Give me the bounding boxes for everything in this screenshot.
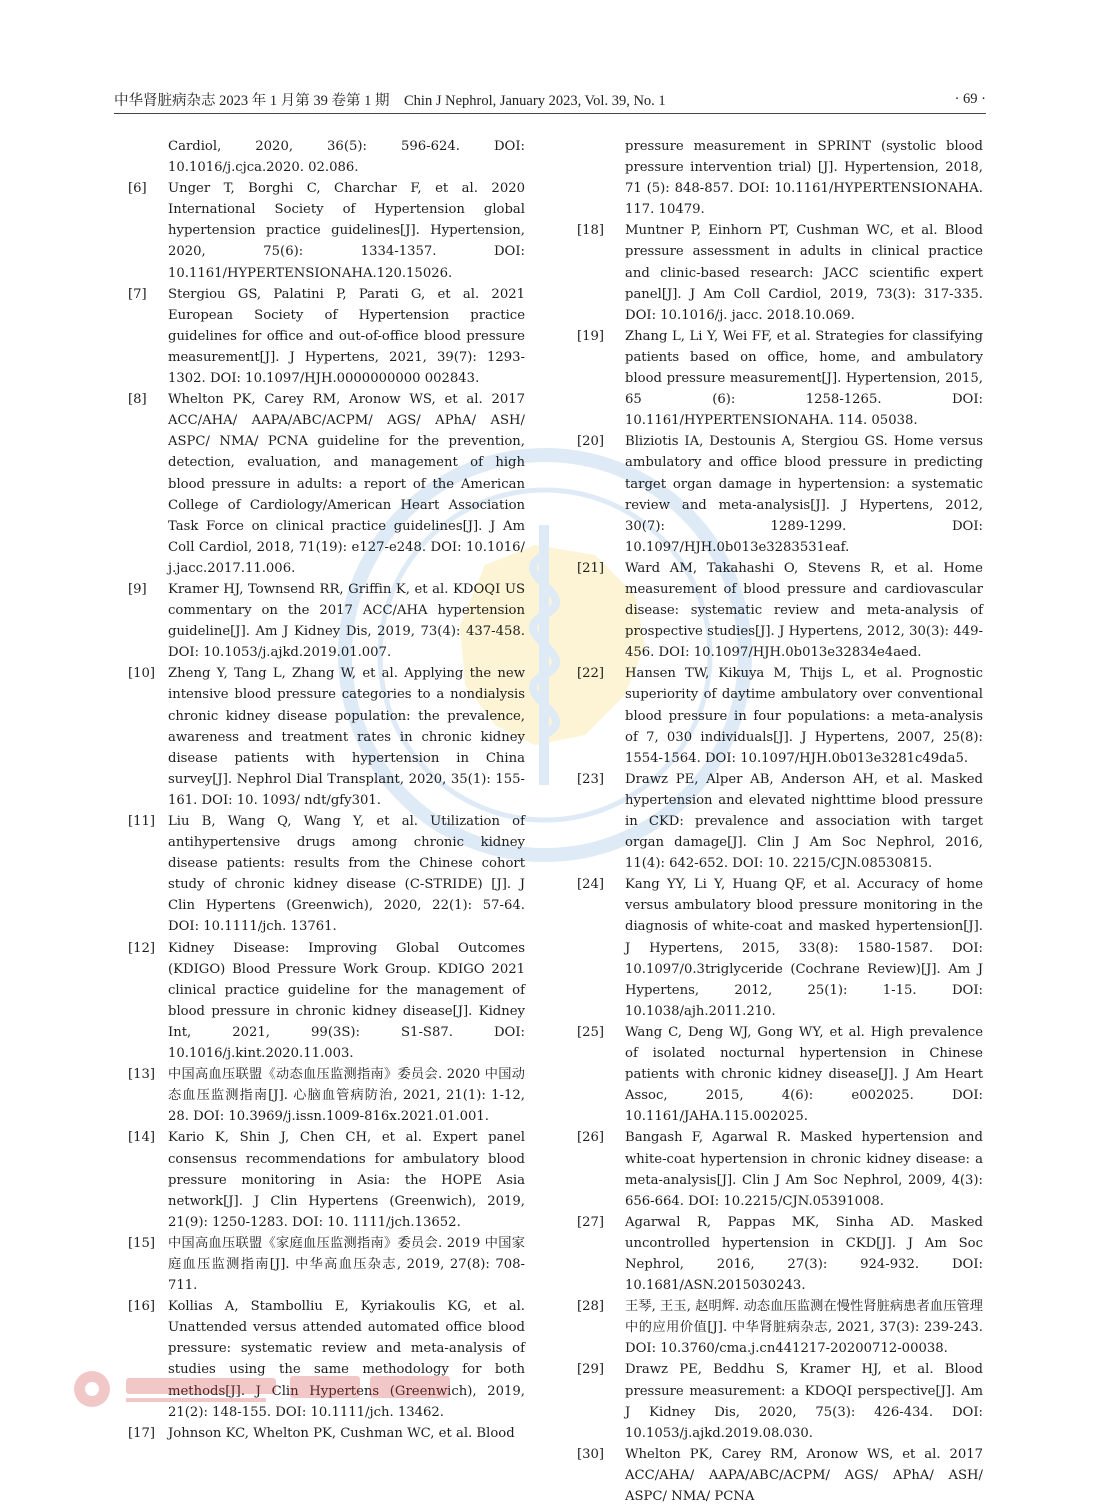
reference-text: Kramer HJ, Townsend RR, Griffin K, et al. KDOQI US commentary on the 2017 ACC/AHA hypertension guideline[J]. Am J Kidney Dis, 2019, 73(4): 437-458. DOI: 10.1053/j.ajkd.2019.01.007.	[168, 581, 525, 661]
reference-item	[120, 1127, 525, 1232]
reference-item	[120, 1064, 525, 1127]
right-column	[577, 136, 983, 1507]
reference-text: Stergiou GS, Palatini P, Parati G, et al. 2021 European Society of Hypertension practice guidelines for office and out-of-office blood pressure measurement[J]. J Hypertens, 2021, 39(7): 1293-1302. DOI: 10.1097/HJH.0000000000 002843.	[168, 286, 525, 387]
reference-number: [9]	[128, 581, 147, 597]
reference-text: Zheng Y, Tang L, Zhang W, et al. Applying the new intensive blood pressure categories to a nondialysis chronic kidney disease population: the prevalence, awareness and treatment rates in chronic kidney disease patients with hypertension in China survey[J]. Nephrol Dial Transplant, 2020, 35(1): 155-161. DOI: 10. 1093/ ndt/gfy301.	[168, 666, 525, 808]
reference-item	[577, 431, 983, 558]
reference-number: [16]	[128, 1299, 156, 1315]
reference-number: [26]	[577, 1130, 605, 1146]
reference-text: Whelton PK, Carey RM, Aronow WS, et al. 2017 ACC/AHA/ AAPA/ABC/ACPM/ AGS/ APhA/ ASH/ ASPC/ NMA/ PCNA guideline for the prevention, detection, evaluation, and management of high blood pressure in adults: a report of the American College of Cardiology/American Heart Association Task Force on clinical practice guidelines[J]. J Am Coll Cardiol, 2018, 71(19): e127-e248. DOI: 10.1016/ j.jacc.2017.11.006.	[168, 392, 525, 576]
reference-item	[120, 1423, 525, 1444]
reference-item	[577, 874, 983, 1022]
reference-number: [19]	[577, 328, 605, 344]
reference-text: Muntner P, Einhorn PT, Cushman WC, et al. Blood pressure assessment in adults in clinical practice and clinic-based research: JACC scientific expert panel[J]. J Am Coll Cardiol, 2019, 73(3): 317-335. DOI: 10.1016/j. jacc. 2018.10.069.	[625, 223, 983, 323]
reference-item	[577, 1359, 983, 1443]
reference-text: Ward AM, Takahashi O, Stevens R, et al. Home measurement of blood pressure and cardiovascular disease: systematic review and meta-analysis of prospective studies[J]. J Hypertens, 2012, 30(3): 449-456. DOI: 10.1097/HJH.0b013e32834e4aed.	[625, 560, 983, 661]
reference-text: Whelton PK, Carey RM, Aronow WS, et al. 2017 ACC/AHA/ AAPA/ABC/ACPM/ AGS/ APhA/ ASH/ ASPC/ NMA/ PCNA	[625, 1446, 983, 1504]
reference-item	[120, 284, 525, 389]
reference-text: 中国高血压联盟《动态血压监测指南》委员会. 2020 中国动态血压监测指南[J]. 心脑血管病防治, 2021, 21(1): 1-12, 28. DOI: 10.3969/j.issn.1009-816x.2021.01.001.	[168, 1067, 525, 1125]
reference-item	[577, 1212, 983, 1296]
reference-number: [27]	[577, 1214, 605, 1230]
reference-item	[120, 389, 525, 579]
reference-continuation: Cardiol, 2020, 36(5): 596-624. DOI: 10.1016/j.cjca.2020. 02.086.	[168, 139, 525, 176]
reference-number: [24]	[577, 877, 605, 893]
reference-item	[120, 178, 525, 283]
reference-item	[577, 1022, 983, 1127]
reference-text: Bangash F, Agarwal R. Masked hypertension and white-coat hypertension in chronic kidney disease: a meta-analysis[J]. Clin J Am Soc Nephrol, 2009, 4(3): 656-664. DOI: 10.2215/CJN.05391008.	[625, 1130, 983, 1209]
reference-text: Agarwal R, Pappas MK, Sinha AD. Masked uncontrolled hypertension in CKD[J]. J Am Soc Nephrol, 2016, 27(3): 924-932. DOI: 10.1681/ASN.2015030243.	[625, 1214, 983, 1294]
reference-number: [6]	[128, 181, 147, 197]
reference-text: Kollias A, Stambolliu E, Kyriakoulis KG, et al. Unattended versus attended automated office blood pressure: systematic review and meta-analysis of studies using the same methodology for both methods[J]. J Clin Hypertens (Greenwich), 2019, 21(2): 148-155. DOI: 10.1111/jch. 13462.	[168, 1299, 525, 1420]
reference-item	[577, 220, 983, 325]
reference-item	[577, 326, 983, 431]
reference-number: [7]	[128, 286, 147, 302]
reference-text: Kang YY, Li Y, Huang QF, et al. Accuracy of home versus ambulatory blood pressure monitoring in the diagnosis of white-coat and masked hypertension[J]. J Hypertens, 2015, 33(8): 1580-1587. DOI: 10.1097/0.3triglyceride (Cochrane Review)[J]. Am J Hypertens, 2012, 25(1): 1-15. DOI: 10.1038/ajh.2011.210.	[625, 877, 983, 1019]
reference-item	[577, 1127, 983, 1211]
reference-number: [21]	[577, 560, 605, 576]
journal-line: 中华肾脏病杂志 2023 年 1 月第 39 卷第 1 期 Chin J Nephrol, January 2023, Vol. 39, No. 1	[114, 92, 666, 109]
reference-number: [13]	[128, 1067, 156, 1083]
reference-number: [28]	[577, 1299, 605, 1315]
reference-number: [12]	[128, 940, 156, 956]
reference-number: [29]	[577, 1362, 605, 1378]
left-column	[120, 136, 525, 1444]
reference-item	[577, 663, 983, 768]
reference-text: Wang C, Deng WJ, Gong WY, et al. High prevalence of isolated nocturnal hypertension in Chinese patients with chronic kidney disease[J]. J Am Heart Assoc, 2015, 4(6): e002025. DOI: 10.1161/JAHA.115.002025.	[625, 1024, 983, 1125]
page-number: · 69 ·	[954, 90, 986, 107]
reference-number: [20]	[577, 434, 605, 450]
reference-item	[577, 558, 983, 663]
reference-item	[120, 1296, 525, 1423]
reference-number: [25]	[577, 1024, 605, 1040]
reference-continuation: pressure measurement in SPRINT (systolic blood pressure intervention trial) [J]. Hypertension, 2018, 71 (5): 848-857. DOI: 10.1161/HYPERTENSIONAHA. 117. 10479.	[625, 139, 983, 218]
reference-item	[120, 663, 525, 811]
reference-number: [23]	[577, 771, 605, 787]
reference-item	[120, 579, 525, 663]
reference-text: Drawz PE, Beddhu S, Kramer HJ, et al. Blood pressure measurement: a KDOQI perspective[J]. Am J Kidney Dis, 2020, 75(3): 426-434. DOI: 10.1053/j.ajkd.2019.08.030.	[625, 1362, 983, 1441]
reference-item	[577, 1444, 983, 1507]
reference-item	[120, 811, 525, 938]
reference-item	[577, 1296, 983, 1359]
reference-number: [14]	[128, 1130, 156, 1146]
reference-text: Kidney Disease: Improving Global Outcomes (KDIGO) Blood Pressure Work Group. KDIGO 2021 clinical practice guideline for the management of blood pressure in chronic kidney disease[J]. Kidney Int, 2021, 99(3S): S1-S87. DOI: 10.1016/j.kint.2020.11.003.	[168, 940, 525, 1062]
reference-text: Bliziotis IA, Destounis A, Stergiou GS. Home versus ambulatory and office blood pressure in predicting target organ damage in hypertension: a systematic review and meta-analysis[J]. J Hypertens, 2012, 30(7): 1289-1299. DOI: 10.1097/HJH.0b013e3283531eaf.	[625, 434, 983, 555]
reference-number: [22]	[577, 666, 605, 682]
reference-number: [11]	[128, 814, 156, 829]
reference-number: [8]	[128, 392, 147, 408]
reference-text: Johnson KC, Whelton PK, Cushman WC, et al. Blood	[168, 1425, 515, 1441]
header-divider	[114, 113, 986, 114]
reference-text: 中国高血压联盟《家庭血压监测指南》委员会. 2019 中国家庭血压监测指南[J]. 中华高血压杂志, 2019, 27(8): 708-711.	[168, 1235, 525, 1294]
reference-number: [15]	[128, 1235, 156, 1251]
reference-item	[120, 1233, 525, 1296]
reference-number: [10]	[128, 666, 156, 682]
reference-text: Unger T, Borghi C, Charchar F, et al. 2020 International Society of Hypertension global hypertension practice guidelines[J]. Hypertension, 2020, 75(6): 1334-1357. DOI: 10.1161/HYPERTENSIONAHA.120.15026.	[168, 181, 525, 281]
reference-number: [17]	[128, 1425, 156, 1441]
reference-text: Hansen TW, Kikuya M, Thijs L, et al. Prognostic superiority of daytime ambulatory over conventional blood pressure in four populations: a meta-analysis of 7, 030 individuals[J]. J Hypertens, 2007, 25(8): 1554-1564. DOI: 10.1097/HJH.0b013e3281c49da5.	[625, 666, 983, 766]
running-header	[114, 88, 986, 110]
reference-number: [18]	[577, 223, 605, 239]
reference-item	[120, 938, 525, 1065]
reference-text: Zhang L, Li Y, Wei FF, et al. Strategies for classifying patients based on office, home, and ambulatory blood pressure measurement[J]. Hypertension, 2015, 65 (6): 1258-1265. DOI: 10.1161/HYPERTENSIONAHA. 114. 05038.	[625, 328, 983, 429]
reference-item	[577, 769, 983, 874]
reference-text: Liu B, Wang Q, Wang Y, et al. Utilization of antihypertensive drugs among chronic kidney disease patients: results from the Chinese cohort study of chronic kidney disease (C-STRIDE) [J]. J Clin Hypertens (Greenwich), 2020, 22(1): 57-64. DOI: 10.1111/jch. 13761.	[168, 814, 525, 935]
reference-text: 王琴, 王玉, 赵明辉. 动态血压监测在慢性肾脏病患者血压管理中的应用价值[J]. 中华肾脏病杂志, 2021, 37(3): 239-243. DOI: 10.3760/cma.j.cn441217-20200712-00038.	[625, 1299, 983, 1357]
reference-text: Drawz PE, Alper AB, Anderson AH, et al. Masked hypertension and elevated nighttime blood pressure in CKD: prevalence and association with target organ damage[J]. Clin J Am Soc Nephrol, 2016, 11(4): 642-652. DOI: 10. 2215/CJN.08530815.	[625, 771, 983, 872]
reference-number: [30]	[577, 1446, 605, 1462]
reference-text: Kario K, Shin J, Chen CH, et al. Expert panel consensus recommendations for ambulatory blood pressure monitoring in Asia: the HOPE Asia network[J]. J Clin Hypertens (Greenwich), 2019, 21(9): 1250-1283. DOI: 10. 1111/jch.13652.	[168, 1130, 525, 1230]
